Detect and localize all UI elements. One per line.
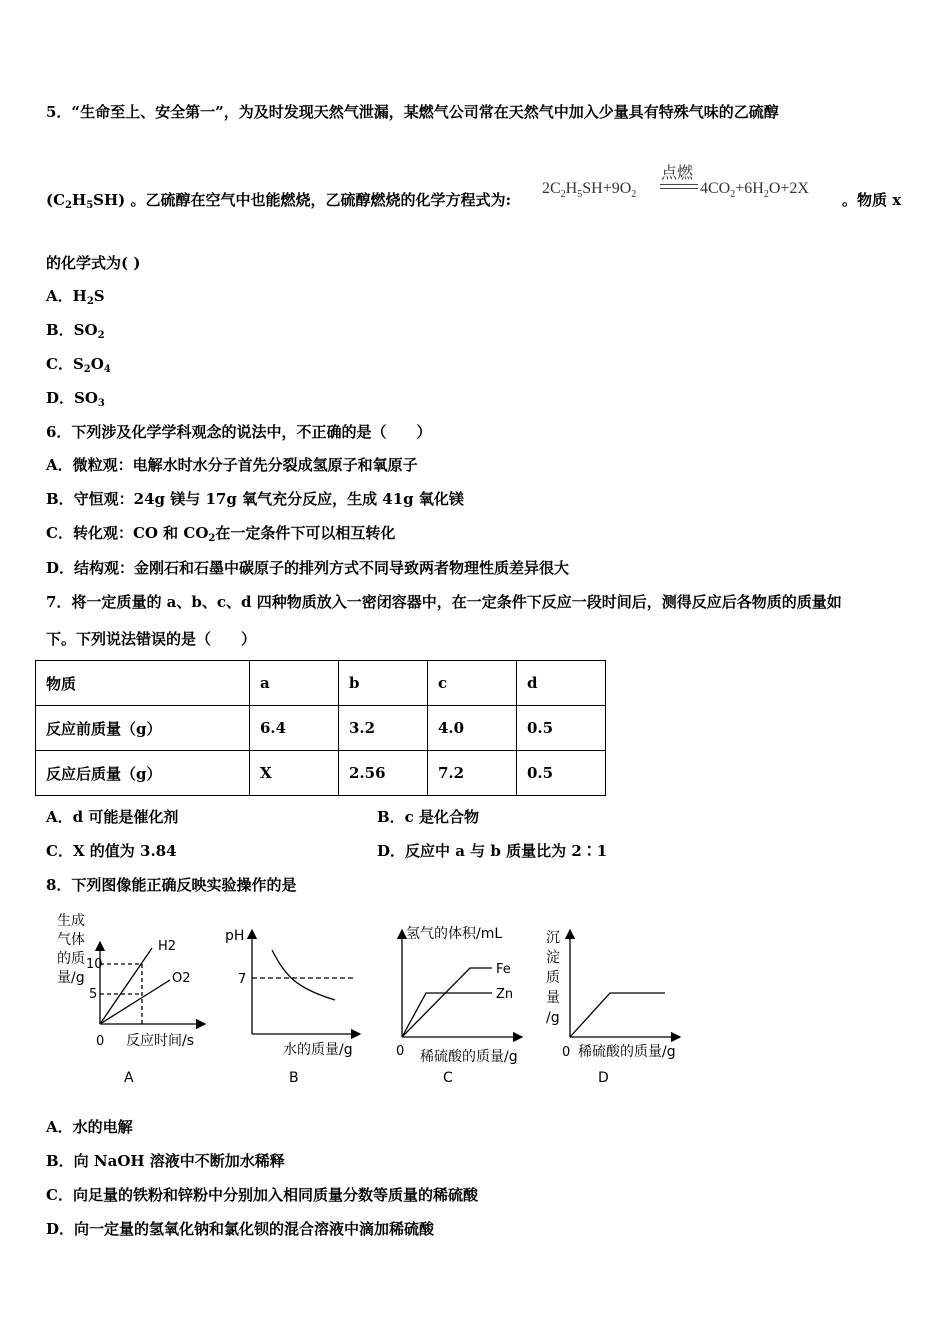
graph-d xyxy=(570,930,680,1037)
table-cell: 0.5 xyxy=(517,706,606,751)
q5-stem-line3: 的化学式为( ) xyxy=(46,254,141,272)
table-cell: 反应前质量（g） xyxy=(36,706,250,751)
equation-condition: 点燃 xyxy=(661,165,694,182)
graph-b xyxy=(252,930,360,1034)
q7-stem-line1: 7．将一定质量的 a、b、c、d 四种物质放入一密闭容器中，在一定条件下反应一段时间后，测得反应后各物质的质量如 xyxy=(46,593,842,611)
q6-option-b: B．守恒观：24g 镁与 17g 氧气充分反应，生成 41g 氧化镁 xyxy=(46,490,464,508)
q7-stem-line2: 下。下列说法错误的是（ ） xyxy=(46,630,257,648)
graph-d-origin: 0 xyxy=(562,1045,571,1060)
graph-a-ylabel: 的质 xyxy=(57,951,85,967)
graph-d-caption: D xyxy=(598,1070,609,1086)
q7-option-c: C．X 的值为 3.84 xyxy=(46,842,177,860)
table-cell: 6.4 xyxy=(250,706,339,751)
table-cell: b xyxy=(339,661,428,706)
table-cell: 0.5 xyxy=(517,751,606,796)
graph-b-tick: 7 xyxy=(238,972,247,987)
graph-c-ylabel: 氢气的体积/mL xyxy=(406,926,503,942)
q5-sub: 5 xyxy=(86,200,94,211)
zn-line xyxy=(402,993,492,1037)
q7-option-a: A．d 可能是催化剂 xyxy=(46,808,179,826)
graph-a-tick: 5 xyxy=(89,987,98,1002)
graph-a-origin: 0 xyxy=(96,1034,105,1049)
q5-stem-tail: 。物质 x xyxy=(842,191,902,209)
graph-a-ylabel: 气体 xyxy=(57,932,85,948)
graph-a-xlabel: 反应时间/s xyxy=(126,1033,195,1049)
o2-line xyxy=(100,980,170,1024)
q5-text: SH) 。乙硫醇在空气中也能燃烧，乙硫醇燃烧的化学方程式为: xyxy=(93,191,512,209)
q5-option-b: B．$SO_2$ xyxy=(46,321,105,341)
q5-text: H xyxy=(72,191,87,209)
q5-text: (C xyxy=(46,191,66,209)
q5-option-c: C．$S_2O_4$ xyxy=(46,355,111,375)
q5-stem-line1: 5．“生命至上、安全第一”，为及时发现天然气泄漏，某燃气公司常在天然气中加入少量具有特殊气味的乙硫醇 xyxy=(46,103,779,121)
graph-a-series-h2: H2 xyxy=(158,939,177,954)
q8-option-a: A．水的电解 xyxy=(46,1118,133,1136)
q6-option-a: A．微粒观：电解水时水分子首先分裂成氢原子和氧原子 xyxy=(46,456,418,474)
graph-d-ylabel: 沉 xyxy=(546,930,560,946)
q6-option-d: D．结构观：金刚石和石墨中碳原子的排列方式不同导致两者物理性质差异很大 xyxy=(46,559,570,577)
table-row xyxy=(36,706,606,751)
graph-d-ylabel: /g xyxy=(546,1010,560,1026)
table-cell: 物质 xyxy=(36,661,250,706)
q5-option-a: A．$H_2S$ xyxy=(46,287,105,307)
q8-option-d: D．向一定量的氢氧化钠和氯化钡的混合溶液中滴加稀硫酸 xyxy=(46,1220,435,1238)
table-cell: d xyxy=(517,661,606,706)
graph-a-ylabel: 量/g xyxy=(57,970,85,986)
table-cell: 4.0 xyxy=(428,706,517,751)
q8-stem: 8．下列图像能正确反映实验操作的是 xyxy=(46,876,297,894)
precipitate-line xyxy=(570,993,665,1037)
graph-a-caption: A xyxy=(124,1070,134,1086)
graph-b-xlabel: 水的质量/g xyxy=(283,1042,353,1058)
table-row xyxy=(36,661,606,706)
graph-c-caption: C xyxy=(443,1070,453,1086)
graph-d-ylabel: 淀 xyxy=(546,950,560,966)
equation-lhs: $2C_2H_5SH+9O_2$ xyxy=(542,180,637,200)
graph-b-caption: B xyxy=(289,1070,299,1086)
q8-graphs xyxy=(0,900,950,1100)
graph-b-ylabel: pH xyxy=(225,928,245,944)
graph-a-series-o2: O2 xyxy=(172,971,191,986)
graph-d-xlabel: 稀硫酸的质量/g xyxy=(578,1044,676,1060)
table-cell: 7.2 xyxy=(428,751,517,796)
q5-stem-line2 xyxy=(46,190,511,216)
graph-c-origin: 0 xyxy=(396,1044,405,1059)
graph-a-tick: 10 xyxy=(86,957,103,972)
graph-c-series-fe: Fe xyxy=(496,962,511,977)
graph-c-series-zn: Zn xyxy=(496,987,514,1002)
table-cell: a xyxy=(250,661,339,706)
graph-d-ylabel: 质 xyxy=(546,970,560,986)
h2-line xyxy=(100,948,152,1024)
table-cell: 反应后质量（g） xyxy=(36,751,250,796)
equation-equals-bottom xyxy=(660,188,698,189)
table-cell: 2.56 xyxy=(339,751,428,796)
table-cell: c xyxy=(428,661,517,706)
equation-rhs: $4CO_2+6H_2O+2X$ xyxy=(700,180,809,200)
q6-stem: 6．下列涉及化学学科观念的说法中，不正确的是（ ） xyxy=(46,423,432,441)
graph-c xyxy=(402,930,522,1037)
fe-line xyxy=(402,968,492,1037)
q7-option-d: D．反应中 a 与 b 质量比为 2∶1 xyxy=(377,842,608,860)
q5-option-d: D．$SO_3$ xyxy=(46,389,105,409)
q5-sub: 2 xyxy=(65,200,73,211)
table-row xyxy=(36,751,606,796)
q6-option-c: C．转化观：CO 和 $CO_2$在一定条件下可以相互转化 xyxy=(46,524,396,544)
graph-c-xlabel: 稀硫酸的质量/g xyxy=(420,1049,518,1065)
equation-equals-top xyxy=(660,184,698,185)
table-cell: 3.2 xyxy=(339,706,428,751)
table-cell: X xyxy=(250,751,339,796)
q8-option-c: C．向足量的铁粉和锌粉中分别加入相同质量分数等质量的稀硫酸 xyxy=(46,1186,478,1204)
graph-d-ylabel: 量 xyxy=(546,990,560,1006)
graph-a-ylabel: 生成 xyxy=(57,913,85,929)
q7-option-b: B．c 是化合物 xyxy=(377,808,480,826)
mass-table xyxy=(35,660,606,796)
q8-option-b: B．向 NaOH 溶液中不断加水稀释 xyxy=(46,1152,285,1170)
ph-curve xyxy=(272,950,335,1000)
